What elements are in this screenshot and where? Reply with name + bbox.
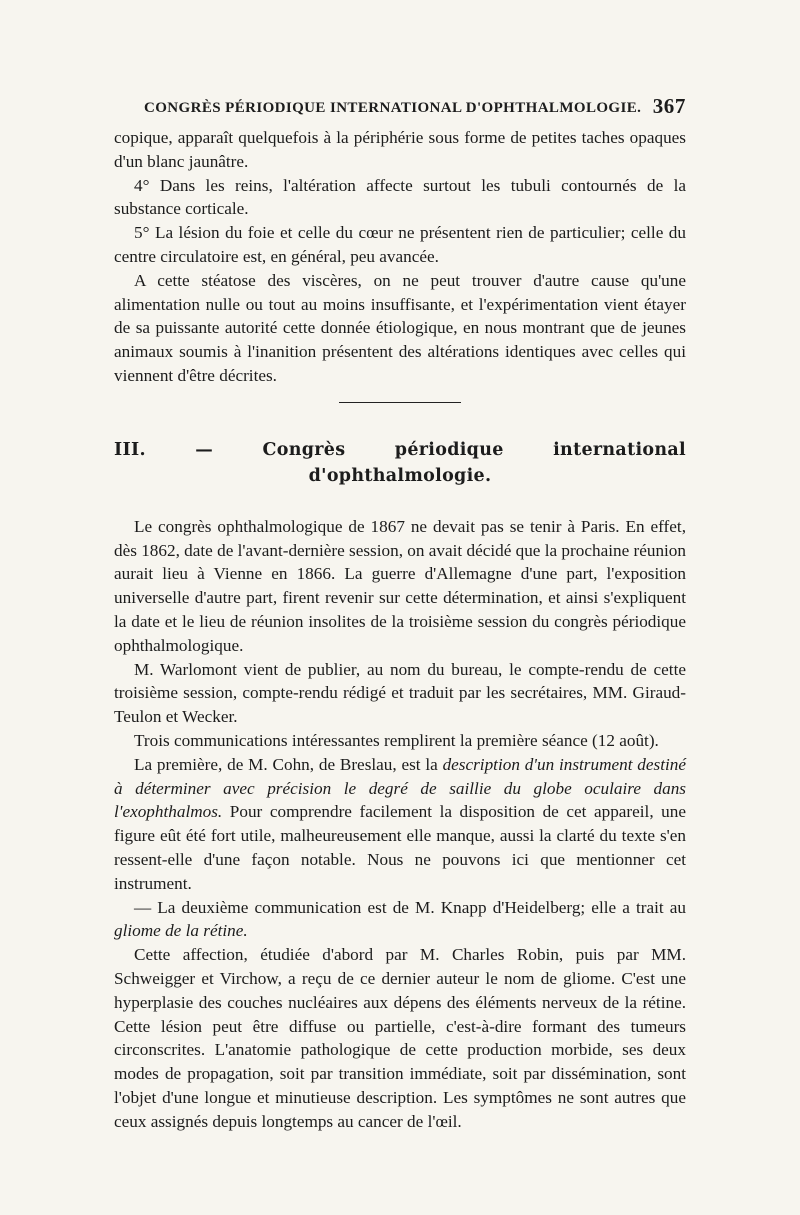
italic-title: gliome de la rétine. <box>114 921 248 941</box>
paragraph: 4° Dans les reins, l'altération affecte surtout les tubuli contournés de la substance corticale. <box>114 175 686 219</box>
section-2-continuation <box>114 126 686 388</box>
section-title: III. — Congrès périodique international d'ophthalmologie. <box>114 439 686 486</box>
paragraph <box>114 896 686 944</box>
text-run: La première, de M. Cohn, de Breslau, est la <box>134 754 443 774</box>
page-header <box>114 92 686 126</box>
text-run: — La deuxième communication est de M. Knapp d'Heidelberg; elle a trait au <box>134 897 686 917</box>
running-title: CONGRÈS PÉRIODIQUE INTERNATIONAL D'OPHTHALMOLOGIE. <box>144 100 642 116</box>
text-run: Pour comprendre facilement la disposition de cet appareil, une figure eût été fort utile, malheureusement elle manque, aussi la clarté du texte s'en ressent-elle d'une façon notable. Nous ne pouvons ici que mentionner cet instrument. <box>114 802 686 893</box>
paragraph: copique, apparaît quelquefois à la périphérie sous forme de petites taches opaques d'un blanc jaunâtre. <box>114 128 686 171</box>
book-page <box>114 92 686 1133</box>
paragraph: Trois communications intéressantes remplirent la première séance (12 août). <box>134 730 659 750</box>
section-divider <box>339 402 461 403</box>
paragraph: Le congrès ophthalmologique de 1867 ne devait pas se tenir à Paris. En effet, dès 1862, date de l'avant-dernière session, on avait décidé que la prochaine réunion aurait lieu à Vienne en 1866. La guerre d'Allemagne d'une part, l'exposition universelle d'autre part, firent revenir sur cette détermination, et ainsi s'expliquent la date et le lieu de réunion insolites de la troisième session du congrès périodique ophthalmologique. <box>114 516 686 655</box>
page-number: 367 <box>652 94 686 118</box>
paragraph: Cette affection, étudiée d'abord par M. Charles Robin, puis par MM. Schweigger et Virchow, a reçu de ce dernier auteur le nom de gliome. C'est une hyperplasie des couches nucléaires aux dépens des éléments nerveux de la rétine. Cette lésion peut être diffuse ou partielle, c'est-à-dire formant des tumeurs circonscrites. L'anatomie pathologique de cette production morbide, ses deux modes de propagation, soit par transition immédiate, soit par dissémination, sont l'objet d'une longue et minutieuse description. Les symptômes ne sont autres que ceux assignés depuis longtemps au cancer de l'œil. <box>114 945 686 1131</box>
paragraph: A cette stéatose des viscères, on ne peut trouver d'autre cause qu'une alimentation nulle ou tout au moins insuffisante, et l'expérimentation vient étayer de sa puissante autorité cette donnée étiologique, en nous montrant que de jeunes animaux soumis à l'inanition présentent des altérations identiques avec celles qui viennent d'être décrites. <box>114 270 686 385</box>
section-3-body <box>114 515 686 1134</box>
paragraph: M. Warlomont vient de publier, au nom du bureau, le compte-rendu de cette troisième session, compte-rendu rédigé et traduit par les secrétaires, MM. Giraud-Teulon et Wecker. <box>114 659 686 727</box>
paragraph: 5° La lésion du foie et celle du cœur ne présentent rien de particulier; celle du centre circulatoire est, en général, peu avancée. <box>114 223 686 266</box>
italic-title: description d'un instrument destiné à déterminer avec précision le degré de saillie du globe oculaire dans l'exophthalmos. <box>114 754 686 822</box>
paragraph <box>114 753 686 896</box>
